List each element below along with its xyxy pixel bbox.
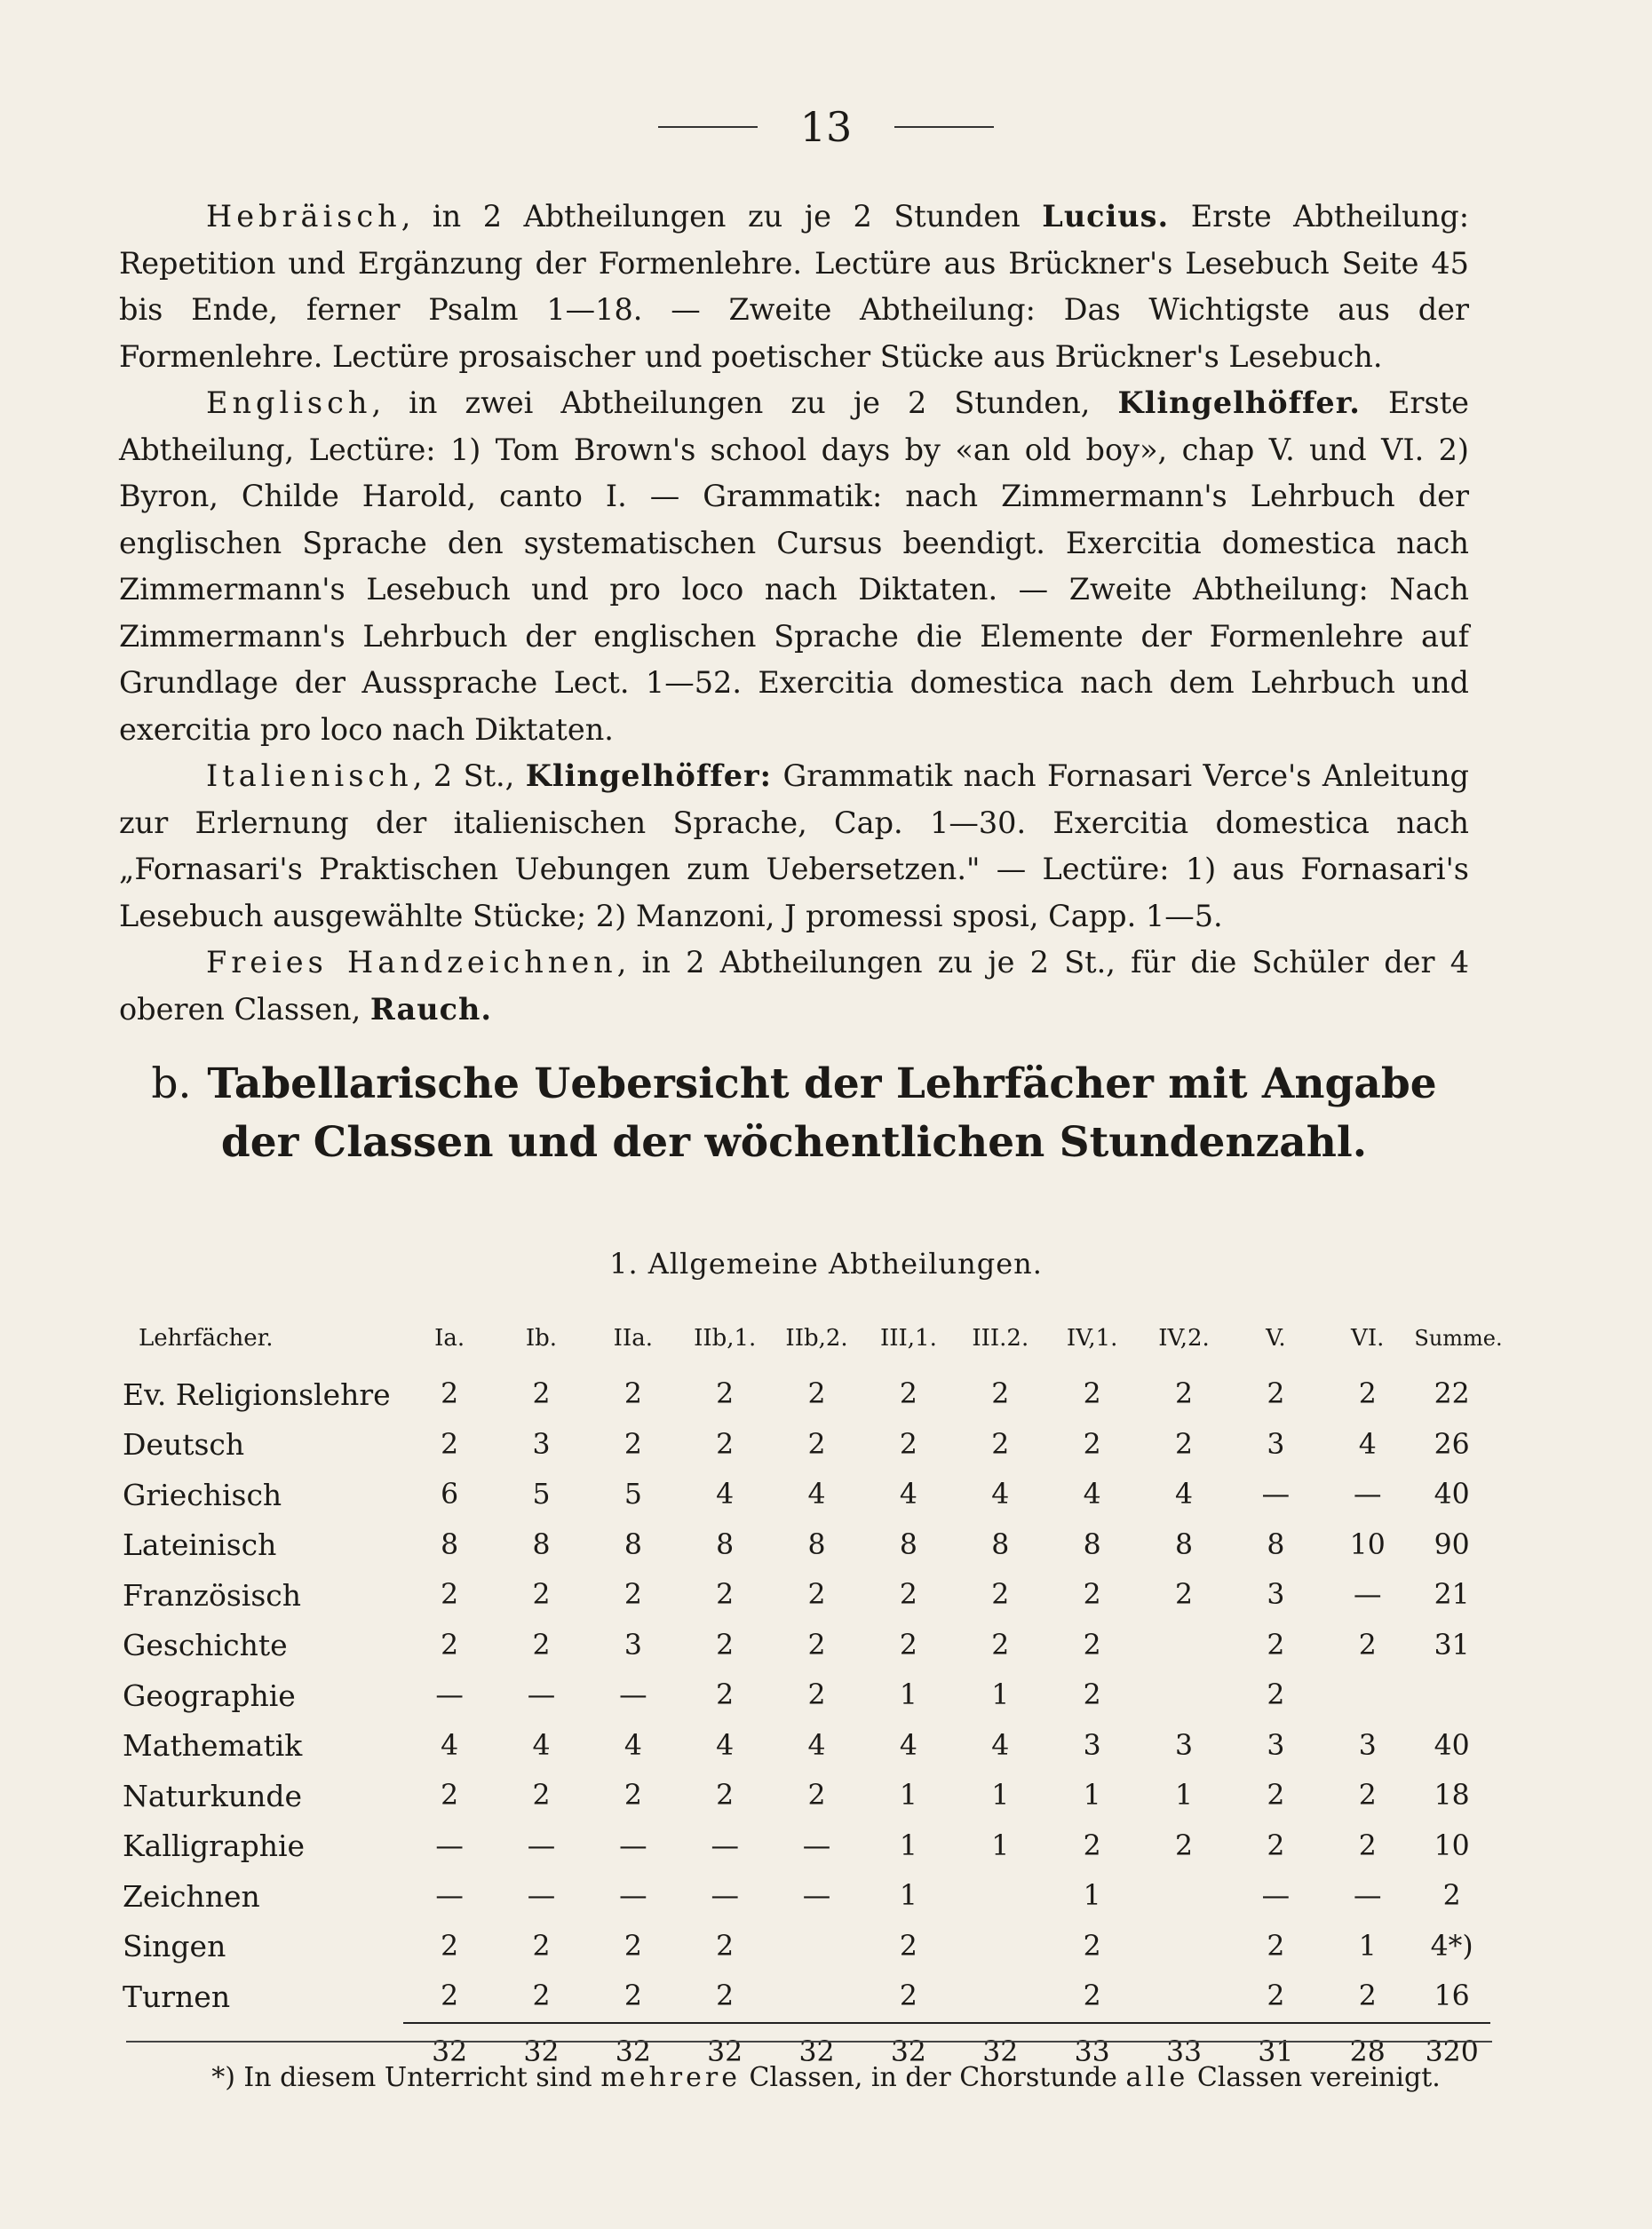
table-cell: 2 xyxy=(1267,1780,1285,1813)
table-cell: 2 xyxy=(807,1378,826,1411)
column-header: Ia. xyxy=(434,1325,465,1352)
footnote-emphasis: alle xyxy=(1125,2062,1189,2093)
teacher-name: Klingelhöffer: xyxy=(525,758,773,793)
table-cell: 3 xyxy=(623,1629,642,1662)
table-cell: 2 xyxy=(1174,1579,1194,1612)
table-cell: — xyxy=(435,1829,464,1862)
table-cell: — xyxy=(527,1829,556,1862)
table-cell: 4 xyxy=(716,1479,735,1511)
table-cell xyxy=(1138,1971,1229,2023)
body-text xyxy=(119,194,1469,1033)
teacher-name: Lucius. xyxy=(1042,199,1170,234)
paragraph-text: Erste Abtheilung: Repetition und Ergänzung der Formenlehre. Lectüre aus Brückner's Lesebuch Seite 45 bis Ende, ferner Psalm 1—18. — Zweite Abtheilung: Das Wichtigste aus der Formenlehre. Lectüre prosaischer und poetischer Stücke aus Brückner's Lesebuch. xyxy=(119,199,1469,374)
paragraph-text: , in 2 Abtheilungen zu je 2 Stunden xyxy=(401,199,1043,234)
table-cell: 1 xyxy=(991,1780,1010,1813)
table-cell xyxy=(1138,1670,1229,1721)
table-cell: 2 xyxy=(716,1930,735,1963)
table-cell: 1 xyxy=(1083,1880,1101,1913)
table-cell: 5 xyxy=(623,1479,642,1511)
row-subject: Naturkunde xyxy=(123,1778,302,1813)
table-cell: — xyxy=(802,1880,831,1913)
table-cell: 2 xyxy=(623,1780,642,1813)
table-cell: 2 xyxy=(532,1629,551,1662)
table-cell: 2 xyxy=(991,1428,1010,1461)
table-cell: 22 xyxy=(1434,1378,1470,1411)
table-cell: — xyxy=(619,1880,647,1913)
table-cell: 3 xyxy=(1174,1729,1194,1762)
footnote-text: *) In diesem Unterricht sind xyxy=(211,2062,601,2093)
table-cell: 8 xyxy=(532,1528,551,1561)
table-cell: 8 xyxy=(441,1528,459,1561)
table-cell: — xyxy=(802,1829,831,1862)
table-cell: 2 xyxy=(1083,1428,1101,1461)
table-cell: 2 xyxy=(441,1629,459,1662)
table-cell: 2 xyxy=(1083,1378,1101,1411)
row-subject: Mathematik xyxy=(123,1728,303,1764)
paragraph-drawing xyxy=(119,940,1469,1033)
column-header: Lehrfächer. xyxy=(139,1325,274,1352)
table-cell: 2 xyxy=(441,1980,459,2013)
table-cell: 2 xyxy=(1267,1980,1285,2013)
paragraph-text: , 2 St., xyxy=(412,758,526,793)
table-cell: 2 xyxy=(899,1629,917,1662)
table-cell: — xyxy=(619,1829,647,1862)
table-cell: 2 xyxy=(1083,1980,1101,2013)
table-cell: — xyxy=(1353,1880,1382,1913)
table-row xyxy=(123,1922,1490,1972)
table-cell xyxy=(1138,1621,1229,1671)
table-cell: 2 xyxy=(899,1579,917,1612)
table-cell: 2 xyxy=(441,1378,459,1411)
total-cell: 32 xyxy=(679,2023,771,2081)
table-cell: — xyxy=(435,1880,464,1913)
total-cell: 31 xyxy=(1230,2023,1322,2081)
table-cell: 2 xyxy=(807,1780,826,1813)
row-subject: Französisch xyxy=(123,1577,302,1613)
table-cell: 1 xyxy=(1174,1780,1194,1813)
table-cell: 16 xyxy=(1434,1980,1470,2013)
table-cell xyxy=(771,1922,862,1972)
table-cell: 90 xyxy=(1434,1528,1470,1561)
table-row xyxy=(123,1470,1490,1520)
section-title: Tabellarische Uebersicht der Lehrfächer mit Angabe der Classen und der wöchentlichen Stundenzahl. xyxy=(207,1059,1437,1167)
table-row xyxy=(123,1771,1490,1821)
table-cell: 2 xyxy=(991,1629,1010,1662)
row-subject: Zeichnen xyxy=(123,1878,260,1914)
table-cell: 2 xyxy=(807,1579,826,1612)
page-header xyxy=(0,103,1652,151)
table-cell: 4 xyxy=(1174,1479,1194,1511)
column-header: IIa. xyxy=(613,1325,653,1352)
table-cell xyxy=(955,1971,1046,2023)
table-cell: 2 xyxy=(532,1579,551,1612)
footnote xyxy=(0,2058,1652,2098)
table-cell: 2 xyxy=(1358,1980,1377,2013)
table-cell: 2 xyxy=(623,1930,642,1963)
paragraph-hebrew xyxy=(119,194,1469,380)
table-cell: 1 xyxy=(899,1880,917,1913)
paragraph-english xyxy=(119,380,1469,753)
column-header: IIb,2. xyxy=(785,1325,848,1352)
table-cell: 26 xyxy=(1434,1428,1470,1461)
table-cell: 3 xyxy=(532,1428,551,1461)
row-subject: Deutsch xyxy=(123,1427,245,1463)
table-cell: 2 xyxy=(991,1378,1010,1411)
footnote-text: Classen, in der Chorstunde xyxy=(741,2062,1126,2093)
table-cell: 5 xyxy=(532,1479,551,1511)
table-cell: 2 xyxy=(899,1378,917,1411)
paragraph-text: Grammatik nach Fornasari Verce's Anleitung zur Erlernung der italienischen Sprache, Cap. 1—30. Exercitia domestica nach „Fornasari's Praktischen Uebungen zum Uebersetzen." — Lectüre: 1) aus Fornasari's Lesebuch ausgewählte Stücke; 2) Manzoni, J promessi sposi, Capp. 1—5. xyxy=(119,758,1469,933)
table-row xyxy=(123,1971,1490,2023)
table-cell: 40 xyxy=(1434,1479,1470,1511)
table-cell: 8 xyxy=(991,1528,1010,1561)
table-row xyxy=(123,1871,1490,1922)
table-cell: 2 xyxy=(1358,1629,1377,1662)
table-body xyxy=(123,1369,1490,2081)
table-cell: 2 xyxy=(623,1980,642,2013)
table-subtitle: 1. Allgemeine Abtheilungen. xyxy=(609,1247,1043,1281)
table-cell: — xyxy=(711,1829,739,1862)
table-cell: 2 xyxy=(716,1980,735,2013)
table-cell: 2 xyxy=(807,1679,826,1712)
subject-name: Englisch xyxy=(206,385,372,420)
column-header-sum: Summe. xyxy=(1414,1326,1503,1351)
table-cell: 10 xyxy=(1349,1528,1386,1561)
table-cell xyxy=(1322,1670,1413,1721)
table-cell xyxy=(771,1971,862,2023)
table-row xyxy=(123,1520,1490,1571)
table-cell: — xyxy=(1261,1479,1291,1511)
table-cell: 2 xyxy=(1083,1579,1101,1612)
table-cell: 2 xyxy=(1083,1930,1101,1963)
table-cell: 2 xyxy=(991,1579,1010,1612)
column-header: III.2. xyxy=(972,1325,1029,1352)
table-cell: 2 xyxy=(1358,1780,1377,1813)
table-cell: 8 xyxy=(1083,1528,1101,1561)
table-cell: 1 xyxy=(899,1829,917,1862)
table-cell: 2 xyxy=(532,1780,551,1813)
table-cell: 6 xyxy=(441,1479,459,1511)
total-cell: 32 xyxy=(496,2023,587,2081)
footnote-rule xyxy=(126,2041,1492,2043)
table-cell: 3 xyxy=(1267,1579,1285,1612)
table-cell: 40 xyxy=(1434,1729,1470,1762)
table-header-row xyxy=(123,1307,1490,1369)
subject-name: Hebräisch xyxy=(206,199,401,234)
table-cell: 4 xyxy=(807,1729,826,1762)
table-cell: 2 xyxy=(716,1579,735,1612)
row-subject: Geschichte xyxy=(123,1628,288,1663)
table-cell: 2 xyxy=(1083,1829,1101,1862)
footnote-text: Classen vereinigt. xyxy=(1188,2062,1441,2093)
page-number: 13 xyxy=(799,103,853,151)
table-cell xyxy=(1138,1871,1229,1922)
table-cell: 2 xyxy=(716,1679,735,1712)
total-cell: 32 xyxy=(955,2023,1046,2081)
table-cell: 2 xyxy=(441,1428,459,1461)
paragraph-text: , in zwei Abtheilungen zu je 2 Stunden, xyxy=(371,385,1118,420)
table-cell xyxy=(955,1871,1046,1922)
table-cell: 2 xyxy=(1358,1829,1377,1862)
header-rule-left xyxy=(658,126,758,128)
table-cell: 2 xyxy=(807,1629,826,1662)
total-cell: 32 xyxy=(587,2023,679,2081)
table-row xyxy=(123,1570,1490,1621)
paragraph-italian xyxy=(119,753,1469,940)
table-cell: 8 xyxy=(899,1528,917,1561)
table-cell: — xyxy=(711,1880,739,1913)
table-cell: 2 xyxy=(1174,1829,1194,1862)
table-cell: 1 xyxy=(899,1679,917,1712)
table-cell: 2 xyxy=(1442,1880,1461,1913)
table-cell: 2 xyxy=(716,1629,735,1662)
column-header: Ib. xyxy=(525,1325,558,1352)
row-subject: Lateinisch xyxy=(123,1527,277,1563)
table-cell: 4 xyxy=(1083,1479,1101,1511)
table-cell: 4 xyxy=(991,1729,1010,1762)
table-cell: 2 xyxy=(1174,1428,1194,1461)
table-cell: 4 xyxy=(807,1479,826,1511)
paragraph-text: Erste Abtheilung, Lectüre: 1) Tom Brown's school days by «an old boy», chap V. und VI. 2) Byron, Childe Harold, canto I. — Grammatik: nach Zimmermann's Lehrbuch der englischen Sprache den systematischen Cursus beendigt. Exercitia domestica nach Zimmermann's Lesebuch und pro loco nach Diktaten. — Zweite Abtheilung: Nach Zimmermann's Lehrbuch der englischen Sprache die Elemente der Formenlehre auf Grundlage der Aussprache Lect. 1—52. Exercitia domestica nach dem Lehrbuch und exercitia pro loco nach Diktaten. xyxy=(119,385,1469,747)
teacher-name: Klingelhöffer. xyxy=(1117,385,1361,420)
table-cell: 8 xyxy=(1267,1528,1285,1561)
table-cell: 3 xyxy=(1267,1729,1285,1762)
table-cell: 10 xyxy=(1434,1829,1470,1862)
total-cell: 33 xyxy=(1046,2023,1138,2081)
table-cell: — xyxy=(1353,1479,1382,1511)
table-cell: 3 xyxy=(1267,1428,1285,1461)
table-cell: 2 xyxy=(532,1980,551,2013)
table-cell: 2 xyxy=(623,1428,642,1461)
total-cell: 32 xyxy=(403,2023,495,2081)
table-cell: — xyxy=(1261,1880,1291,1913)
table-cell: 4*) xyxy=(1430,1930,1473,1963)
total-cell: 33 xyxy=(1138,2023,1229,2081)
table-cell: 2 xyxy=(441,1579,459,1612)
table-cell: 2 xyxy=(899,1930,917,1963)
table-cell: 4 xyxy=(1358,1428,1377,1461)
table-cell: 2 xyxy=(716,1378,735,1411)
table-cell: 2 xyxy=(1358,1378,1377,1411)
table-row xyxy=(123,1721,1490,1772)
table-cell: 4 xyxy=(532,1729,551,1762)
table-row xyxy=(123,1369,1490,1420)
column-header: VI. xyxy=(1351,1325,1385,1352)
table-cell: 31 xyxy=(1434,1629,1470,1662)
table-cell: 18 xyxy=(1434,1780,1470,1813)
table-cell xyxy=(955,1922,1046,1972)
header-rule-right xyxy=(894,126,994,128)
subject-name: Italienisch xyxy=(206,758,413,793)
lesson-hours-table xyxy=(123,1307,1503,2081)
total-cell: 32 xyxy=(862,2023,954,2081)
table-row xyxy=(123,1821,1490,1872)
table-cell: 2 xyxy=(1267,1679,1285,1712)
table-cell: 3 xyxy=(1358,1729,1377,1762)
table-cell: 2 xyxy=(441,1780,459,1813)
table-cell: — xyxy=(1353,1579,1382,1612)
column-header: III,1. xyxy=(879,1325,937,1352)
table-cell: 4 xyxy=(899,1479,917,1511)
table-cell: 2 xyxy=(716,1780,735,1813)
total-cell: 320 xyxy=(1413,2023,1490,2081)
table-cell: 2 xyxy=(716,1428,735,1461)
table-cell: 4 xyxy=(623,1729,642,1762)
table-cell: 4 xyxy=(899,1729,917,1762)
table-cell: — xyxy=(527,1880,556,1913)
section-heading xyxy=(119,1055,1469,1172)
subject-name: Freies Handzeichnen xyxy=(206,945,617,980)
table-cell: 4 xyxy=(441,1729,459,1762)
teacher-name: Rauch. xyxy=(369,991,492,1027)
table-cell: 8 xyxy=(1174,1528,1194,1561)
column-header: IV,2. xyxy=(1158,1325,1210,1352)
section-marker: b. xyxy=(151,1059,192,1108)
total-cell: 32 xyxy=(771,2023,862,2081)
table-cell: 1 xyxy=(991,1829,1010,1862)
table-cell xyxy=(1413,1670,1490,1721)
table-cell: — xyxy=(619,1679,647,1712)
row-subject: Turnen xyxy=(123,1979,231,2015)
table-cell: 1 xyxy=(1358,1930,1377,1963)
table-cell: 2 xyxy=(1083,1629,1101,1662)
table-cell: 2 xyxy=(1267,1829,1285,1862)
table-cell: 1 xyxy=(1083,1780,1101,1813)
table-cell: 3 xyxy=(1083,1729,1101,1762)
table-cell: 8 xyxy=(623,1528,642,1561)
table-row xyxy=(123,1621,1490,1671)
table-cell: 1 xyxy=(991,1679,1010,1712)
table-cell: 2 xyxy=(532,1930,551,1963)
total-cell: 28 xyxy=(1322,2023,1413,2081)
table-cell: — xyxy=(435,1679,464,1712)
table-cell: 2 xyxy=(1083,1679,1101,1712)
table-cell: 2 xyxy=(532,1378,551,1411)
table-cell: 2 xyxy=(1267,1378,1285,1411)
row-subject: Ev. Religionslehre xyxy=(123,1376,391,1412)
table-cell: 2 xyxy=(1267,1629,1285,1662)
row-subject: Singen xyxy=(123,1929,226,1964)
table-cell: 8 xyxy=(807,1528,826,1561)
row-subject: Griechisch xyxy=(123,1477,282,1512)
column-header: IV,1. xyxy=(1066,1325,1118,1352)
column-header: V. xyxy=(1266,1325,1286,1352)
table-cell: 8 xyxy=(716,1528,735,1561)
table-cell: 2 xyxy=(807,1428,826,1461)
row-subject: Kalligraphie xyxy=(123,1828,306,1864)
column-header: IIb,1. xyxy=(694,1325,757,1352)
table-cell: 4 xyxy=(991,1479,1010,1511)
table-cell: 2 xyxy=(623,1579,642,1612)
table-cell: — xyxy=(527,1679,556,1712)
table-cell: 21 xyxy=(1434,1579,1470,1612)
table-cell xyxy=(1138,1922,1229,1972)
footnote-emphasis: mehrere xyxy=(600,2062,741,2093)
table-cell: 2 xyxy=(1267,1930,1285,1963)
table-cell: 2 xyxy=(623,1378,642,1411)
table-cell: 2 xyxy=(441,1930,459,1963)
paragraph-text: , in 2 Abtheilungen zu je 2 St., für die Schüler der 4 oberen Classen, xyxy=(119,945,1470,1027)
table-cell: 2 xyxy=(1174,1378,1194,1411)
table-cell: 2 xyxy=(899,1428,917,1461)
table-cell: 2 xyxy=(899,1980,917,2013)
table-cell: 4 xyxy=(716,1729,735,1762)
table-row xyxy=(123,1670,1490,1721)
table-cell: 1 xyxy=(899,1780,917,1813)
table-row xyxy=(123,1420,1490,1471)
row-subject: Geographie xyxy=(123,1678,296,1713)
